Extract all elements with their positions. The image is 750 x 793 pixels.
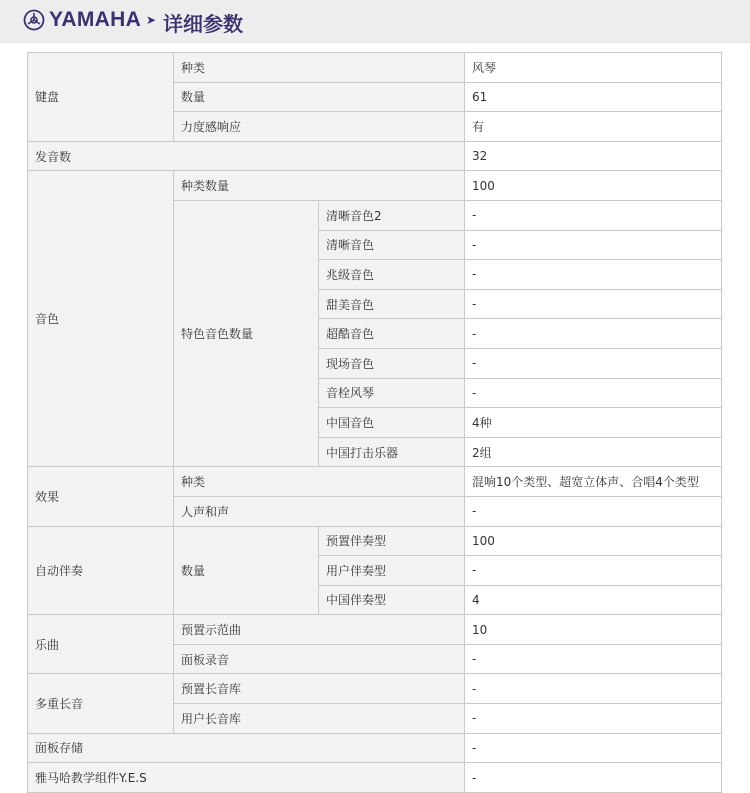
spec-label: 用户长音库 xyxy=(174,704,465,734)
row-header-education: 雅马哈教学组件Y.E.S xyxy=(28,763,465,793)
spec-sublabel: 清晰音色2 xyxy=(319,200,465,230)
spec-value: - xyxy=(465,644,722,674)
spec-value: - xyxy=(465,289,722,319)
table-row xyxy=(28,615,722,645)
spec-sublabel: 用户伴奏型 xyxy=(319,556,465,586)
spec-value: - xyxy=(465,674,722,704)
spec-label: 预置长音库 xyxy=(174,674,465,704)
row-header-panel-memory: 面板存储 xyxy=(28,733,465,763)
spec-label: 种类数量 xyxy=(174,171,465,201)
row-header-polyphony: 发音数 xyxy=(28,141,465,171)
spec-label: 力度感响应 xyxy=(174,112,465,142)
spec-value: - xyxy=(465,319,722,349)
spec-sublabel: 甜美音色 xyxy=(319,289,465,319)
spec-label: 数量 xyxy=(174,526,319,615)
arrow-right-icon: ➤ xyxy=(146,13,157,27)
spec-value: - xyxy=(465,496,722,526)
row-header-keyboard: 键盘 xyxy=(28,53,174,142)
page-header xyxy=(0,0,750,43)
table-row xyxy=(28,674,722,704)
spec-value: - xyxy=(465,378,722,408)
tuning-forks-icon xyxy=(23,9,45,31)
table-row xyxy=(28,763,722,793)
spec-value: - xyxy=(465,230,722,260)
spec-value: - xyxy=(465,763,722,793)
table-row xyxy=(28,733,722,763)
spec-label: 数量 xyxy=(174,82,465,112)
spec-value: 100 xyxy=(465,171,722,201)
spec-value: 2组 xyxy=(465,437,722,467)
row-header-registration: 多重长音 xyxy=(28,674,174,733)
spec-sublabel: 中国伴奏型 xyxy=(319,585,465,615)
spec-value: - xyxy=(465,260,722,290)
spec-value: 10 xyxy=(465,615,722,645)
spec-value: 4种 xyxy=(465,408,722,438)
row-header-effects: 效果 xyxy=(28,467,174,526)
table-row xyxy=(28,53,722,83)
page-title: 详细参数 xyxy=(163,12,243,36)
table-row xyxy=(28,467,722,497)
spec-label: 人声和声 xyxy=(174,496,465,526)
spec-value: 61 xyxy=(465,82,722,112)
spec-sublabel: 中国音色 xyxy=(319,408,465,438)
table-row xyxy=(28,171,722,201)
row-header-songs: 乐曲 xyxy=(28,615,174,674)
spec-label: 特色音色数量 xyxy=(174,200,319,466)
row-header-accompaniment: 自动伴奏 xyxy=(28,526,174,615)
spec-value: 32 xyxy=(465,141,722,171)
spec-value: 混响10个类型、超宽立体声、合唱4个类型 xyxy=(465,467,722,497)
spec-sublabel: 现场音色 xyxy=(319,348,465,378)
spec-value: - xyxy=(465,704,722,734)
table-row xyxy=(28,141,722,171)
spec-label: 面板录音 xyxy=(174,644,465,674)
spec-value: - xyxy=(465,200,722,230)
row-header-voices: 音色 xyxy=(28,171,174,467)
brand-name: YAMAHA xyxy=(49,8,142,31)
spec-label: 预置示范曲 xyxy=(174,615,465,645)
spec-sublabel: 音栓风琴 xyxy=(319,378,465,408)
spec-value: - xyxy=(465,733,722,763)
yamaha-logo[interactable] xyxy=(23,8,141,32)
spec-value: 4 xyxy=(465,585,722,615)
spec-value: - xyxy=(465,348,722,378)
spec-label: 种类 xyxy=(174,53,465,83)
table-row xyxy=(28,526,722,556)
spec-value: - xyxy=(465,556,722,586)
spec-table xyxy=(27,52,722,793)
spec-sublabel: 清晰音色 xyxy=(319,230,465,260)
spec-value: 风琴 xyxy=(465,53,722,83)
spec-value: 有 xyxy=(465,112,722,142)
spec-sublabel: 兆级音色 xyxy=(319,260,465,290)
spec-sublabel: 超酷音色 xyxy=(319,319,465,349)
spec-sublabel: 预置伴奏型 xyxy=(319,526,465,556)
spec-sublabel: 中国打击乐器 xyxy=(319,437,465,467)
spec-value: 100 xyxy=(465,526,722,556)
spec-label: 种类 xyxy=(174,467,465,497)
